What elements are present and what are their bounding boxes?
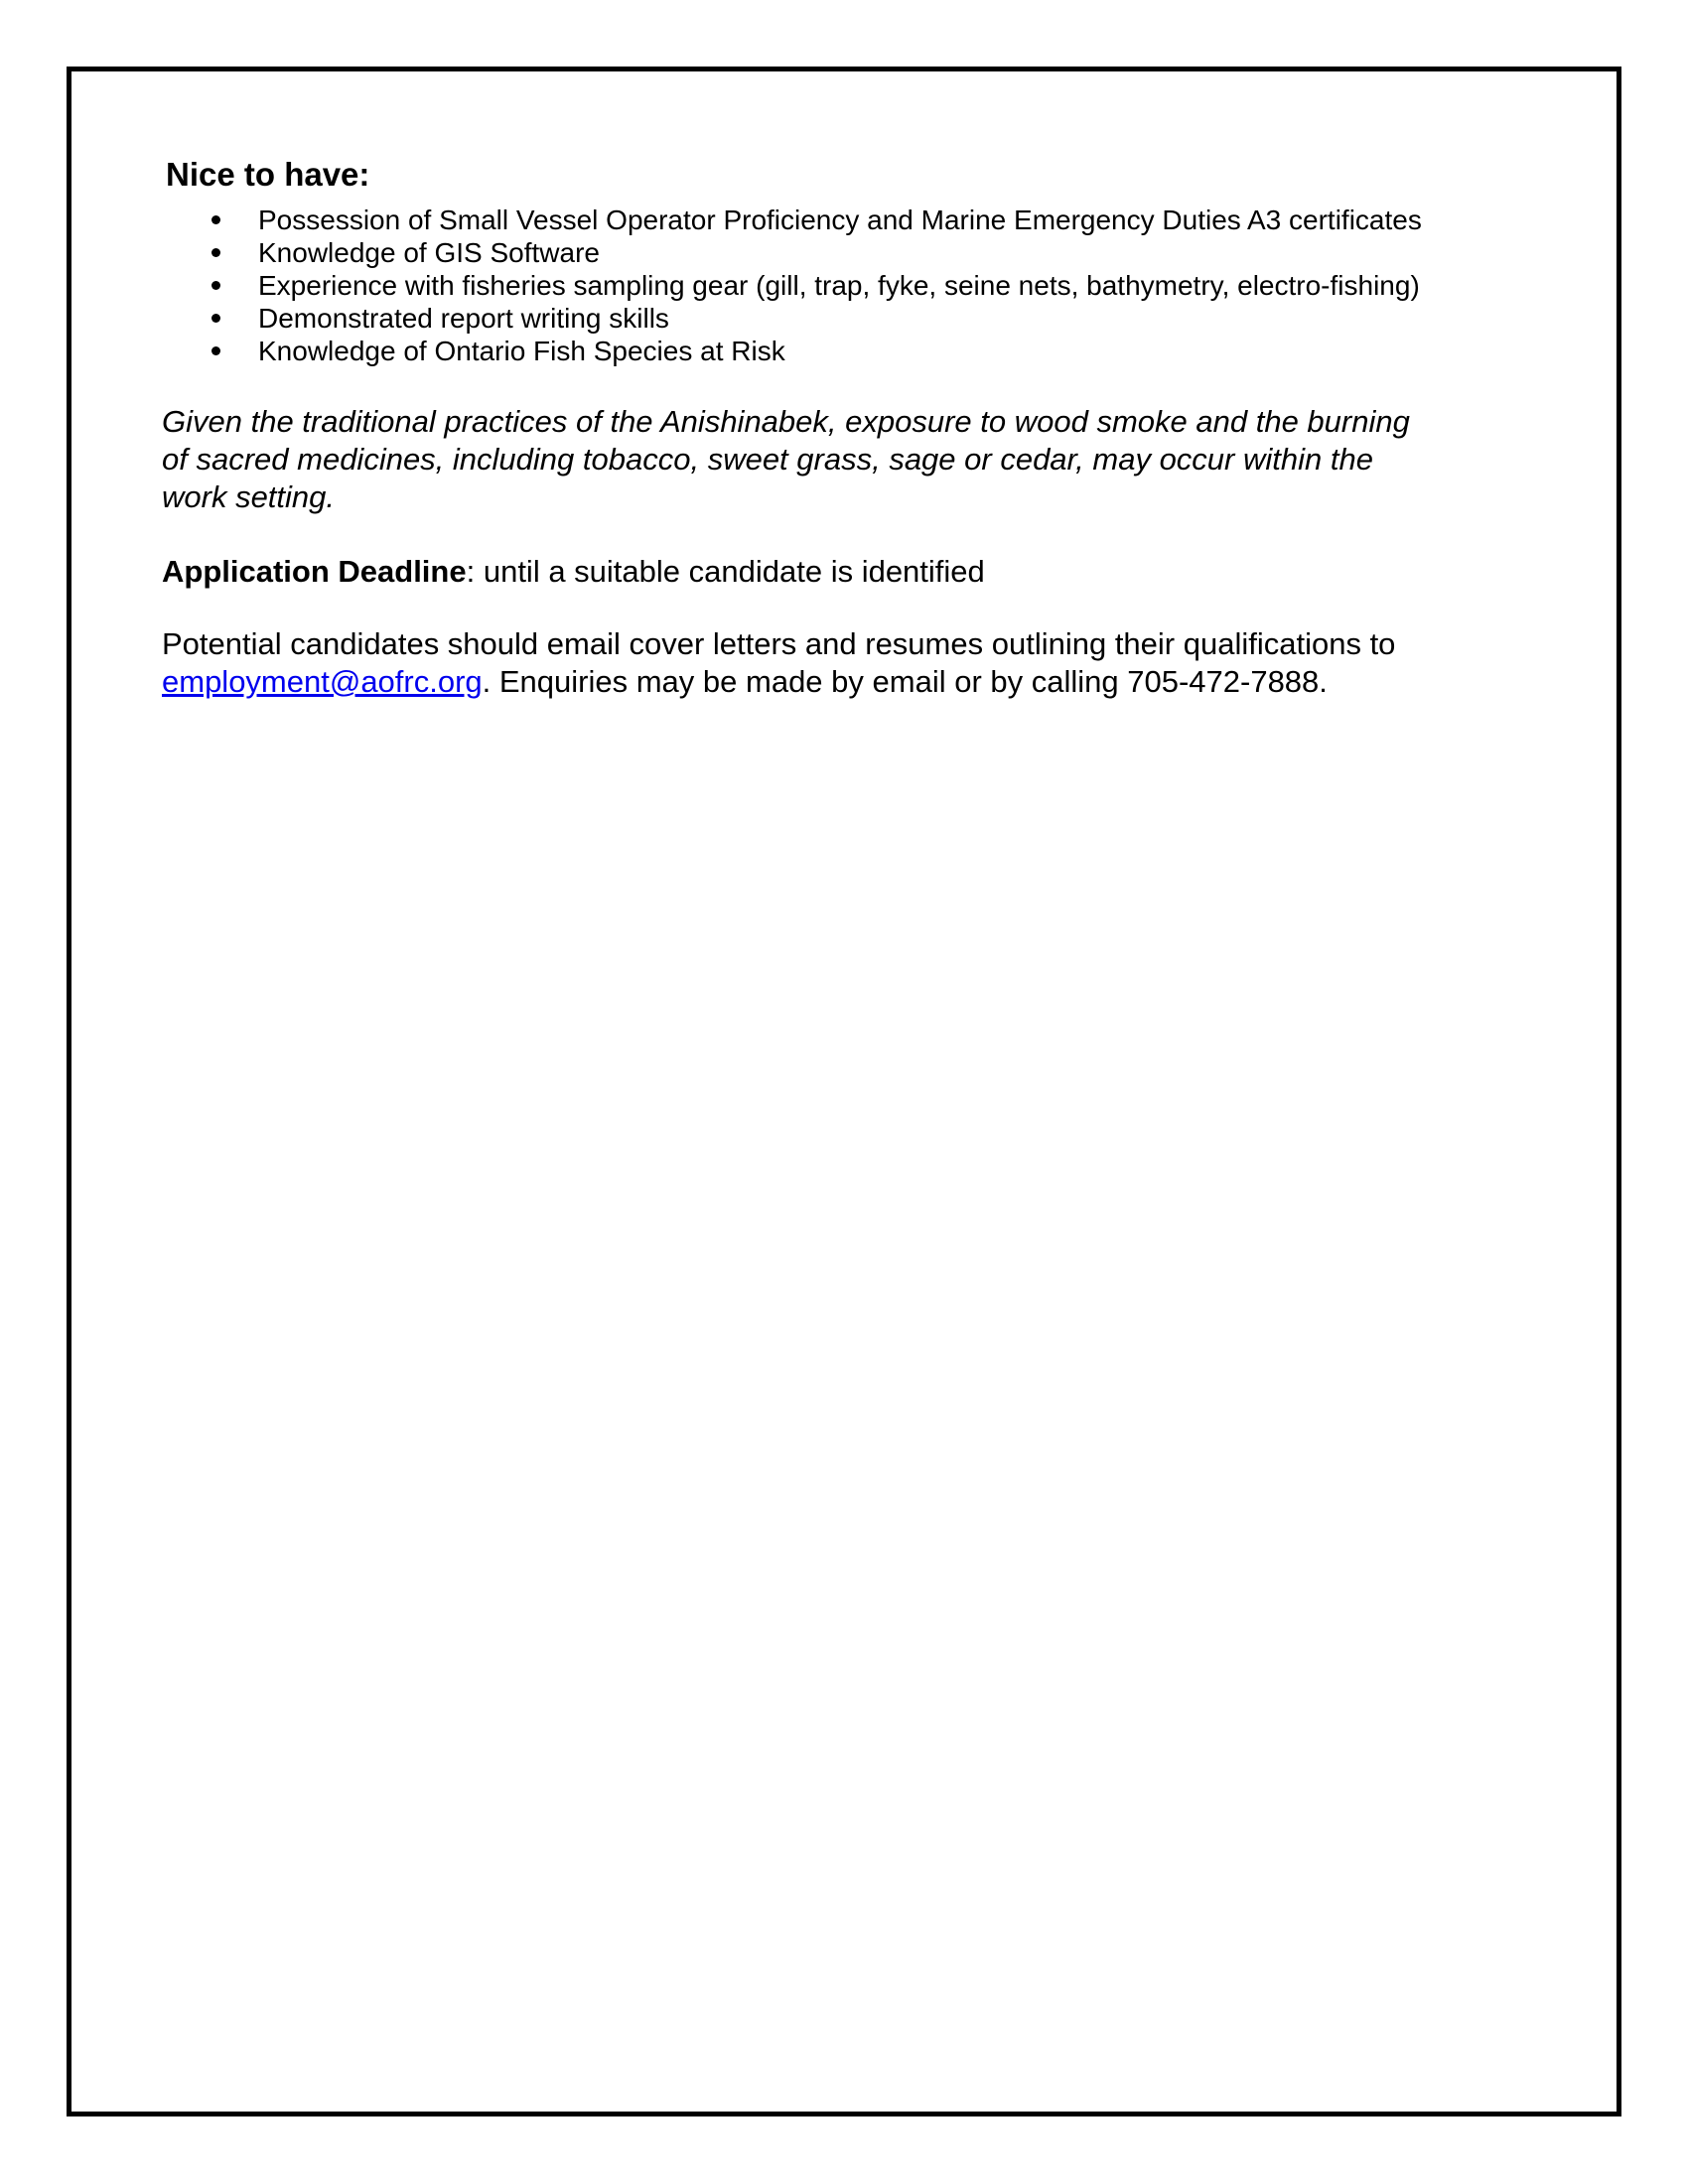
email-link[interactable]: employment@aofrc.org xyxy=(162,664,483,699)
bullet-icon xyxy=(211,346,220,355)
bullet-icon xyxy=(211,248,220,257)
application-deadline-label: Application Deadline xyxy=(162,554,467,589)
bullet-icon xyxy=(211,215,220,224)
list-item xyxy=(162,204,1572,236)
list-item-text: Knowledge of GIS Software xyxy=(258,237,600,268)
list-item xyxy=(162,269,1572,302)
contact-line-2-rest: . Enquiries may be made by email or by calling 705-472-7888. xyxy=(482,664,1328,699)
list-item xyxy=(162,335,1572,367)
contact-line-2 xyxy=(162,663,1572,701)
list-item-text: Knowledge of Ontario Fish Species at Risk xyxy=(258,336,785,366)
exposure-note-line: Given the traditional practices of the Anishinabek, exposure to wood smoke and the burning xyxy=(162,404,1410,439)
application-deadline-value: : until a suitable candidate is identified xyxy=(466,554,985,589)
application-deadline-line xyxy=(162,553,1572,591)
exposure-note-paragraph xyxy=(162,403,1572,516)
list-item xyxy=(162,302,1572,335)
contact-line-1: Potential candidates should email cover letters and resumes outlining their qualifications to xyxy=(162,626,1396,661)
nice-to-have-heading: Nice to have: xyxy=(166,156,370,193)
list-item-text: Demonstrated report writing skills xyxy=(258,303,669,334)
nice-to-have-list xyxy=(162,204,1572,367)
list-item xyxy=(162,236,1572,269)
contact-paragraph xyxy=(162,625,1572,701)
bullet-icon xyxy=(211,314,220,323)
page-content xyxy=(162,155,1572,701)
exposure-note-line: work setting. xyxy=(162,479,336,514)
list-item-text: Experience with fisheries sampling gear (gill, trap, fyke, seine nets, bathymetry, electro-fishing) xyxy=(258,270,1420,301)
exposure-note-line: of sacred medicines, including tobacco, sweet grass, sage or cedar, may occur within the xyxy=(162,442,1373,477)
list-item-text: Possession of Small Vessel Operator Proficiency and Marine Emergency Duties A3 certificates xyxy=(258,205,1422,235)
bullet-icon xyxy=(211,281,220,290)
